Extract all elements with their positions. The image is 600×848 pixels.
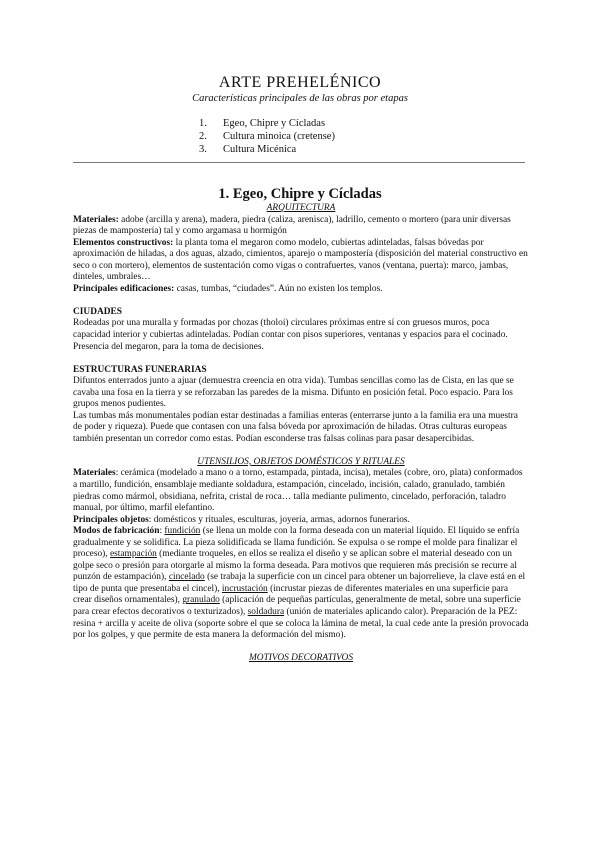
heading-funerarias-text: ESTRUCTURAS FUNERARIAS: [73, 364, 207, 375]
text-modos-e: (incrustar piezas de diferentes materiales en una superficie para crear diseños ornamentales),: [73, 583, 508, 606]
term-estampacion: estampación: [109, 549, 157, 560]
paragraph-elementos: [73, 238, 529, 284]
text-edificaciones: casas, tumbas, “ciudades”. Aún no existen los templos.: [174, 283, 383, 294]
toc-item[interactable]: [199, 117, 335, 130]
label-edificaciones: Principales edificaciones:: [73, 283, 175, 294]
label-utensilios-objetos: Principales objetos: [73, 514, 149, 525]
label-elementos: Elementos constructivos:: [73, 237, 174, 248]
paragraph-funerarias-1: Difuntos enterrados junto a ajuar (demuestra creencia en otra vida). Tumbas sencillas como las de Cista, en las que se cavaba una fosa en la tierra y se reforzaban las paredes de la misma. Difunto en posición fetal. Poco espacio. Para los grupos menos pudientes.: [73, 376, 514, 410]
toc-item[interactable]: [199, 143, 335, 156]
text-elementos: la planta toma el megaron como modelo, cubiertas adinteladas, falsas bóvedas por aproximación de hiladas, a dos aguas, alzado, cimientos, aparejo o mampostería (disposición del material constructivo en seco o con mortero), elementos de sustentación como vigas o contrafuertes, vanos (ventana, puerta): marco, jambas, dinteles, umbrales…: [73, 237, 528, 283]
toc-number: 2.: [199, 131, 207, 142]
toc-number: 1.: [199, 118, 207, 129]
toc-label: Cultura Micénica: [223, 144, 297, 155]
subsection-heading-arquitectura: ARQUITECTURA: [266, 203, 336, 213]
label-materiales: Materiales:: [73, 214, 119, 225]
text-modos-b: (se llena un molde con la forma deseada con un material líquido. El líquido se enfría gradualmente y se solidifica. La pieza solidificada se llama fundición. Se expulsa o se rompe el molde para finalizar el proceso),: [73, 526, 520, 560]
toc-label: Egeo, Chipre y Cícladas: [223, 118, 326, 129]
text-materiales: adobe (arcilla y arena), madera, piedra (caliza, arenisca), ladrillo, cemento o mortero (para unir diversas piezas de mampostería) tal y como argamasa u hormigón: [73, 214, 511, 237]
toc-label: Cultura minoica (cretense): [223, 131, 335, 142]
paragraph-utensilios-materiales: [73, 468, 529, 514]
section-heading: 1. Egeo, Chipre y Cícladas: [218, 186, 382, 202]
term-fundicion: fundición: [164, 526, 201, 537]
page-title: ARTE PREHELÉNICO: [218, 74, 382, 91]
horizontal-divider: [73, 162, 525, 163]
heading-ciudades: [73, 307, 529, 319]
paragraph-ciudades: Rodeadas por una muralla y formadas por chozas (tholoi) circulares próximas entre sí con gruesos muros, poca capacidad interior y cubiertas adinteladas. Podían contar con pisos superiores, ventanas y espacios para el cocinado. Presencia del megaron, para la toma de decisiones.: [73, 318, 508, 352]
paragraph-modos-fabricacion: [73, 526, 529, 641]
page-subtitle: Características principales de las obras por etapas: [192, 93, 408, 104]
text-modos-f: (aplicación de pequeñas partículas, generalmente de metal, sobre una superficie para crear efectos decorativos o texturizados),: [73, 595, 521, 617]
toc-item[interactable]: [199, 130, 335, 143]
heading-ciudades-text: CIUDADES: [73, 306, 122, 317]
subsection-heading-utensilios: UTENSILIOS, OBJETOS DOMÉSTICOS Y RITUALES: [197, 456, 405, 467]
text-modos-c: (mediante troqueles, en ellos se realiza el diseño y se aplican sobre el material deseado con un golpe seco o presión para otorgarle al mismo la forma deseada. Para motivos que requieren más precisión se recurre al punzón de estampación),: [73, 549, 517, 583]
heading-funerarias: [73, 365, 529, 377]
paragraph-funerarias-2: Las tumbas más monumentales podían estar destinadas a familias enteras (enterrarse junto a la familia era una muestra de poder y riqueza). Puede que contasen con una falsa bóveda por aproximación de hiladas. Otras culturas europeas también presentan un corredor como estas. Podían esconderse tras falsas colinas para pasar desapercibidas.: [73, 410, 518, 444]
section-body: [73, 203, 529, 665]
text-modos-a: :: [159, 526, 165, 537]
term-granulado: granulado: [182, 595, 220, 606]
term-cincelado: cincelado: [168, 572, 205, 583]
paragraph-edificaciones: [73, 284, 529, 296]
paragraph-utensilios-objetos: [73, 515, 529, 527]
term-soldadura: soldadura: [247, 607, 285, 617]
term-incrustacion: incrustación: [221, 583, 268, 594]
subsection-heading-motivos: MOTIVOS DECORATIVOS: [248, 653, 354, 664]
text-utensilios-materiales: : cerámica (modelado a mano o a torno, estampada, pintada, incisa), metales (cobre, oro, plata) conformados a martillo, fundición, ensamblaje mediante soldadura, estampación, cincelado, incisión, calado, granulado, también piedras como mármol, obsidiana, nefrita, cristal de roca… talla mediante pulimento, cincelado, perforación, taladro manual, por último, marfil elefantino.: [73, 468, 523, 514]
toc-number: 3.: [199, 144, 207, 155]
table-of-contents: [199, 117, 335, 156]
label-utensilios-materiales: Materiales: [73, 468, 116, 479]
text-modos-d: (se trabaja la superficie con un cincel para obtener un bajorrelieve, la clave está en el tipo de punta que presentaba el cincel),: [73, 572, 526, 594]
paragraph-materiales: [73, 215, 529, 238]
text-utensilios-objetos: : domésticos y rituales, esculturas, joyería, armas, adornos funerarios.: [148, 514, 410, 525]
label-modos: Modos de fabricación: [73, 526, 160, 537]
text-modos-g: (unión de materiales aplicando calor). Preparación de la PEZ: resina + arcilla y aceite de oliva (soporte sobre el que se coloca la lámina de metal, la cual cede ante la presión provocada por los golpes, y que permite de esta manera la deformación del mismo).: [73, 607, 529, 641]
